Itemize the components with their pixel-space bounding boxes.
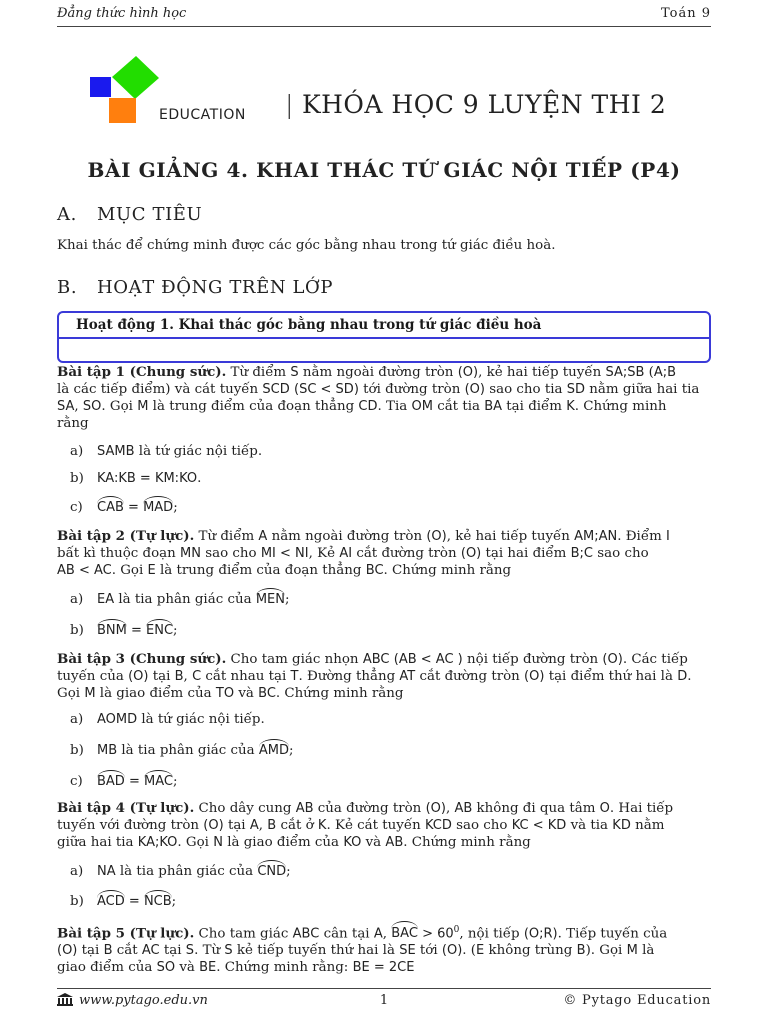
ex2-text: , kẻ hai tiếp tuyến bbox=[446, 529, 575, 544]
activity-box bbox=[57, 311, 711, 363]
ex3-text: , bbox=[183, 669, 193, 684]
ex1-math: K bbox=[566, 399, 575, 414]
item-label: c) bbox=[70, 774, 83, 789]
item-math: SAMB bbox=[97, 444, 135, 459]
ex2-text: . Chứng minh rằng bbox=[383, 563, 512, 578]
section-a-number: A. bbox=[57, 204, 77, 225]
angle-men: MEN bbox=[255, 592, 285, 607]
ex2-text: cắt đường tròn bbox=[352, 546, 461, 561]
ex2-text: . Gọi bbox=[111, 563, 148, 578]
ex3-item-c bbox=[70, 774, 177, 789]
item-math: EA bbox=[97, 592, 115, 607]
ex2-text: . Điểm bbox=[617, 529, 667, 544]
running-header bbox=[57, 4, 711, 24]
item-text: là tia phân giác của bbox=[114, 592, 256, 607]
ex1-item-b bbox=[70, 471, 201, 486]
ex2-math: AM;AN bbox=[574, 529, 618, 544]
ex5-math: S bbox=[185, 943, 195, 959]
ex1-text: Từ điểm bbox=[226, 365, 291, 380]
ex5-math: (O;R) bbox=[523, 926, 558, 942]
ex1-text: , bbox=[74, 399, 83, 414]
ex4-math: (O) bbox=[425, 801, 446, 816]
ex2-math: B;C bbox=[570, 546, 594, 561]
ex3-text: . Chứng minh rằng bbox=[275, 686, 404, 701]
exercise-1 bbox=[57, 364, 711, 432]
ex3-text: . bbox=[687, 669, 692, 684]
ex2-math: (O) bbox=[426, 529, 447, 544]
ex2-item-a bbox=[70, 592, 289, 607]
ex4-text: . Kẻ cát tuyến bbox=[326, 818, 425, 833]
ex2-line2 bbox=[57, 545, 711, 562]
ex5-math: E bbox=[476, 943, 485, 959]
ex1-text: cắt tia bbox=[432, 399, 485, 414]
ex3-math: (O) bbox=[602, 652, 623, 667]
item-text: . bbox=[197, 471, 202, 486]
ex2-math: I bbox=[666, 529, 670, 544]
ex4-text: tại bbox=[223, 818, 250, 833]
ex3-math: T bbox=[290, 669, 299, 684]
ex3-text: tuyến của bbox=[57, 669, 129, 684]
ex4-math: KCD bbox=[424, 818, 452, 833]
item-text: là tia phân giác của bbox=[115, 864, 258, 879]
ex1-text: , kẻ hai tiếp tuyến bbox=[478, 365, 606, 380]
ex4-math: AB bbox=[295, 801, 314, 816]
ex3-math: ABC bbox=[362, 652, 390, 667]
ex5-text: tới bbox=[415, 943, 442, 959]
logo-brand: EDUCATION bbox=[159, 107, 246, 123]
ex2-math: MN bbox=[180, 546, 201, 561]
ex3-item-a bbox=[70, 712, 265, 727]
angle-bnm: BNM bbox=[97, 623, 127, 638]
footer-url[interactable]: www.pytago.edu.vn bbox=[79, 993, 208, 1008]
item-math: = bbox=[126, 623, 147, 638]
ex3-math: C bbox=[192, 669, 202, 684]
angle-cab: CAB bbox=[97, 500, 124, 515]
ex4-text: giữa hai tia bbox=[57, 835, 138, 850]
item-label: b) bbox=[70, 471, 84, 486]
ex5-text: . Chứng minh rằng: bbox=[216, 960, 353, 976]
ex5-math: BE = 2CE bbox=[352, 960, 415, 976]
ex1-math: SO bbox=[82, 399, 102, 414]
ex1-line1 bbox=[57, 364, 711, 381]
ex3-text: cắt đường tròn bbox=[415, 669, 525, 684]
item-label: b) bbox=[70, 894, 84, 909]
ex4-text: của đường tròn bbox=[313, 801, 426, 816]
item-label: a) bbox=[70, 712, 84, 727]
item-label: a) bbox=[70, 592, 84, 607]
ex3-line3 bbox=[57, 685, 711, 702]
ex3-text: . Đường thẳng bbox=[298, 669, 400, 684]
item-math: = bbox=[124, 894, 144, 909]
objective-text: Khai thác để chứng minh được các góc bằng nhau trong tứ giác điều hoà. bbox=[57, 238, 556, 253]
item-label: a) bbox=[70, 444, 84, 459]
ex4-text: sao cho bbox=[451, 818, 512, 833]
ex1-math: M bbox=[137, 399, 149, 414]
ex3-text: . Các tiếp bbox=[622, 652, 688, 667]
section-a-heading bbox=[57, 204, 202, 225]
ex2-text: là trung điểm của đoạn thẳng bbox=[155, 563, 366, 578]
ex4-text: , bbox=[445, 801, 455, 816]
item-text: ; bbox=[173, 500, 178, 515]
angle-bac: BAC bbox=[391, 926, 418, 942]
ex3-text: tại điểm thứ hai là bbox=[544, 669, 678, 684]
item-text: ; bbox=[172, 774, 178, 789]
ex4-math: N bbox=[213, 835, 223, 850]
ex4-math: KA;KO bbox=[137, 835, 178, 850]
ex4-line1 bbox=[57, 800, 711, 817]
section-b-number: B. bbox=[57, 277, 78, 298]
lesson-title: BÀI GIẢNG 4. KHAI THÁC TỨ GIÁC NỘI TIẾP (P4) bbox=[87, 158, 681, 182]
ex1-math: CD bbox=[358, 399, 378, 414]
exercise-5 bbox=[57, 922, 711, 976]
item-math: KA:KB = KM:KO bbox=[97, 471, 198, 486]
ex4-line2 bbox=[57, 817, 711, 834]
ex4-text: là giao điểm của bbox=[222, 835, 344, 850]
angle-ncb: NCB bbox=[143, 894, 172, 909]
ex3-math: (AB < AC ) bbox=[393, 652, 463, 667]
ex5-math: M bbox=[626, 943, 638, 959]
page-number: 1 bbox=[379, 993, 389, 1008]
header-subject: Toán 9 bbox=[660, 6, 711, 21]
section-b-title: HOẠT ĐỘNG TRÊN LỚP bbox=[97, 277, 334, 298]
ex3-text: và bbox=[234, 686, 259, 701]
exercise-2 bbox=[57, 528, 711, 579]
ex4-math: KD bbox=[612, 818, 631, 833]
item-math: AOMD bbox=[97, 712, 138, 727]
ex5-math: A bbox=[373, 926, 383, 942]
ex3-math: M bbox=[84, 686, 96, 701]
ex5-text: tại bbox=[77, 943, 104, 959]
ex4-math: K bbox=[317, 818, 327, 833]
ex2-math: MI < NI bbox=[260, 546, 309, 561]
ex4-text: tuyến với đường tròn bbox=[57, 818, 204, 833]
footer bbox=[57, 993, 711, 1013]
ex1-math: SCD bbox=[262, 382, 290, 397]
item-label: a) bbox=[70, 864, 84, 879]
ex5-line3 bbox=[57, 959, 711, 976]
ex5-math: S bbox=[224, 943, 233, 959]
angle-amd: AMD bbox=[258, 743, 289, 758]
ex2-text: bất kì thuộc đoạn bbox=[57, 546, 181, 561]
ex4-math: A bbox=[249, 818, 259, 833]
ex2-item-b bbox=[70, 623, 178, 638]
ex5-text: giao điểm của bbox=[57, 960, 157, 976]
ex5-text: và bbox=[175, 960, 200, 976]
item-label: b) bbox=[70, 743, 84, 758]
degree-superscript: 0 bbox=[453, 925, 460, 935]
ex4-math: B bbox=[267, 818, 277, 833]
ex4-text: không đi qua tâm bbox=[472, 801, 600, 816]
item-text: là tia phân giác của bbox=[117, 743, 259, 758]
item-math: MB bbox=[97, 743, 118, 758]
ex1-text: nằm giữa hai tia bbox=[585, 382, 700, 397]
activity-divider bbox=[59, 337, 709, 339]
footer-copyright: © Pytago Education bbox=[563, 993, 711, 1008]
ex2-text: Từ điểm bbox=[194, 529, 259, 544]
ex5-math: AC bbox=[141, 943, 160, 959]
ex5-text: không trùng bbox=[484, 943, 577, 959]
angle-bad: BAD bbox=[97, 774, 125, 789]
ex5-text: Cho tam giác bbox=[194, 926, 293, 942]
ex2-line1 bbox=[57, 528, 711, 545]
ex5-text: , bbox=[382, 926, 392, 942]
ex1-text: tới đường tròn bbox=[358, 382, 465, 397]
ex5-label: Bài tập 5 (Tự lực). bbox=[57, 925, 195, 942]
ex1-label: Bài tập 1 (Chung sức). bbox=[57, 364, 227, 380]
ex3-label: Bài tập 3 (Chung sức). bbox=[57, 651, 227, 667]
exercise-4 bbox=[57, 800, 711, 851]
angle-cnd: CND bbox=[257, 864, 287, 879]
item-label: c) bbox=[70, 500, 83, 515]
ex3-math: AT bbox=[399, 669, 416, 684]
ex1-math: A;B bbox=[653, 365, 677, 380]
ex1-text: sao cho tia bbox=[484, 382, 567, 397]
angle-enc: ENC bbox=[146, 623, 174, 638]
activity-title: Hoạt động 1. Khai thác góc bằng nhau trong tứ giác điều hoà bbox=[76, 317, 542, 333]
ex5-math: SE bbox=[399, 943, 416, 959]
ex2-text: sao cho bbox=[593, 546, 649, 561]
ex5-text: là bbox=[637, 943, 655, 959]
ex3-text: là giao điểm của bbox=[95, 686, 216, 701]
ex1-math: OM bbox=[411, 399, 433, 414]
ex1-text: nằm ngoài đường tròn bbox=[298, 365, 458, 380]
ex5-math: > 60 bbox=[417, 926, 454, 942]
ex3-math: D bbox=[677, 669, 688, 684]
ex2-math: BC bbox=[365, 563, 384, 578]
ex1-text: là các tiếp điểm) và cát tuyến bbox=[57, 382, 263, 397]
item-text: ; bbox=[171, 894, 177, 909]
ex2-math: A bbox=[258, 529, 268, 544]
ex3-math: B bbox=[174, 669, 184, 684]
ex3-line2 bbox=[57, 668, 711, 685]
item-text: ; bbox=[288, 743, 294, 758]
ex1-text: ( bbox=[644, 365, 654, 380]
ex3-text: nội tiếp đường tròn bbox=[462, 652, 603, 667]
ex1-text: là trung điểm của đoạn thẳng bbox=[148, 399, 359, 414]
ex2-text: tại hai điểm bbox=[481, 546, 571, 561]
angle-mac: MAC bbox=[144, 774, 173, 789]
ex1-math: BA bbox=[484, 399, 503, 414]
ex2-text: , Kẻ bbox=[308, 546, 340, 561]
course-title bbox=[285, 90, 666, 119]
ex4-math: O bbox=[599, 801, 610, 816]
ex5-text: tại bbox=[159, 943, 186, 959]
ex5-math: BE bbox=[199, 960, 217, 976]
angle-mad: MAD bbox=[143, 500, 174, 515]
ex4-line3 bbox=[57, 834, 711, 851]
ex4-text: . Chứng minh rằng bbox=[403, 835, 531, 850]
ex5-text: , nội tiếp bbox=[459, 926, 524, 942]
ex3-math: BC bbox=[258, 686, 276, 701]
ex5-text: . Từ bbox=[194, 943, 225, 959]
ex5-math: B bbox=[576, 943, 586, 959]
item-text: ; bbox=[284, 592, 290, 607]
ex5-math: (O) bbox=[441, 943, 463, 959]
ex1-text: . Tia bbox=[377, 399, 412, 414]
ex4-math: KO bbox=[343, 835, 362, 850]
ex4-text: cắt ở bbox=[276, 818, 318, 833]
ex5-math: SO bbox=[156, 960, 176, 976]
ex2-math: AI bbox=[339, 546, 353, 561]
ex5-math: B bbox=[103, 943, 113, 959]
ex5-line2 bbox=[57, 942, 711, 959]
ex4-text: Cho dây cung bbox=[194, 801, 296, 816]
ex5-math: (O) bbox=[57, 943, 78, 959]
ex5-text: . Tiếp tuyến của bbox=[557, 926, 668, 942]
section-a-title: MỤC TIÊU bbox=[97, 204, 203, 225]
ex5-text: cắt bbox=[112, 943, 142, 959]
ex5-line1 bbox=[57, 922, 711, 942]
ex3-line1 bbox=[57, 651, 711, 668]
ex5-text: . ( bbox=[462, 943, 477, 959]
ex4-label: Bài tập 4 (Tự lực). bbox=[57, 800, 195, 816]
ex1-math: SD bbox=[566, 382, 586, 397]
item-text: ; bbox=[173, 623, 178, 638]
ex1-line3 bbox=[57, 398, 711, 415]
title-divider: | bbox=[285, 90, 294, 119]
ex1-math: (SC < SD) bbox=[294, 382, 359, 397]
ex1-math: (O) bbox=[464, 382, 485, 397]
ex4-text: nằm bbox=[630, 818, 665, 833]
ex2-math: E bbox=[147, 563, 156, 578]
ex3-text: cắt nhau tại bbox=[201, 669, 291, 684]
header-topic: Đẳng thức hình học bbox=[57, 6, 187, 21]
education-logo-icon bbox=[88, 52, 168, 126]
ex5-text: ). Gọi bbox=[585, 943, 627, 959]
item-math: = bbox=[123, 500, 144, 515]
ex4-text: . Hai tiếp bbox=[609, 801, 674, 816]
course-title-text: KHÓA HỌC 9 LUYỆN THI 2 bbox=[301, 90, 667, 119]
ex1-text: . Chứng minh bbox=[574, 399, 667, 414]
ex1-math: (O) bbox=[457, 365, 479, 380]
item-label: b) bbox=[70, 623, 84, 638]
ex2-text: nằm ngoài đường tròn bbox=[267, 529, 427, 544]
ex4-item-a bbox=[70, 864, 291, 879]
ex3-math: TO bbox=[215, 686, 235, 701]
ex1-line2 bbox=[57, 381, 711, 398]
ex3-math: (O) bbox=[524, 669, 545, 684]
header-rule bbox=[57, 26, 711, 27]
item-text: là tứ giác nội tiếp. bbox=[137, 712, 265, 727]
ex2-label: Bài tập 2 (Tự lực). bbox=[57, 528, 195, 544]
ex4-math: (O) bbox=[203, 818, 224, 833]
footer-rule bbox=[57, 988, 711, 989]
ex1-math: SA bbox=[57, 399, 75, 414]
ex5-math: ABC bbox=[292, 926, 320, 942]
ex3-item-b bbox=[70, 743, 293, 758]
ex4-text: . Gọi bbox=[177, 835, 214, 850]
ex1-item-a bbox=[70, 444, 262, 459]
ex2-line3 bbox=[57, 562, 711, 579]
item-text: ; bbox=[286, 864, 291, 879]
ex5-text: kẻ tiếp tuyến thứ hai là bbox=[232, 943, 400, 959]
ex1-math: SA;SB bbox=[605, 365, 645, 380]
angle-acd: ACD bbox=[97, 894, 125, 909]
ex4-math: AB bbox=[454, 801, 473, 816]
ex1-line4: rằng bbox=[57, 416, 89, 431]
ex4-math: KC < KD bbox=[511, 818, 567, 833]
ex4-text: , bbox=[258, 818, 268, 833]
ex4-text: và tia bbox=[566, 818, 613, 833]
ex1-text: tại điểm bbox=[502, 399, 567, 414]
ex2-text: sao cho bbox=[200, 546, 261, 561]
item-math: = bbox=[124, 774, 144, 789]
item-text: là tứ giác nội tiếp. bbox=[134, 444, 263, 459]
ex1-math: S bbox=[290, 365, 299, 380]
exercise-3 bbox=[57, 651, 711, 702]
ex1-item-c bbox=[70, 500, 178, 515]
ex3-text: Gọi bbox=[57, 686, 85, 701]
item-math: NA bbox=[97, 864, 116, 879]
ex5-text: cân tại bbox=[319, 926, 374, 942]
ex1-text: . Gọi bbox=[101, 399, 138, 414]
ex4-item-b bbox=[70, 894, 176, 909]
ex3-math: (O) bbox=[128, 669, 149, 684]
ex2-math: AB < AC bbox=[57, 563, 112, 578]
ex4-math: AB bbox=[385, 835, 404, 850]
ex4-text: và bbox=[361, 835, 386, 850]
section-b-heading bbox=[57, 277, 333, 298]
ex3-text: tại bbox=[148, 669, 175, 684]
ex2-math: (O) bbox=[460, 546, 482, 561]
ex3-text: Cho tam giác nhọn bbox=[226, 652, 363, 667]
